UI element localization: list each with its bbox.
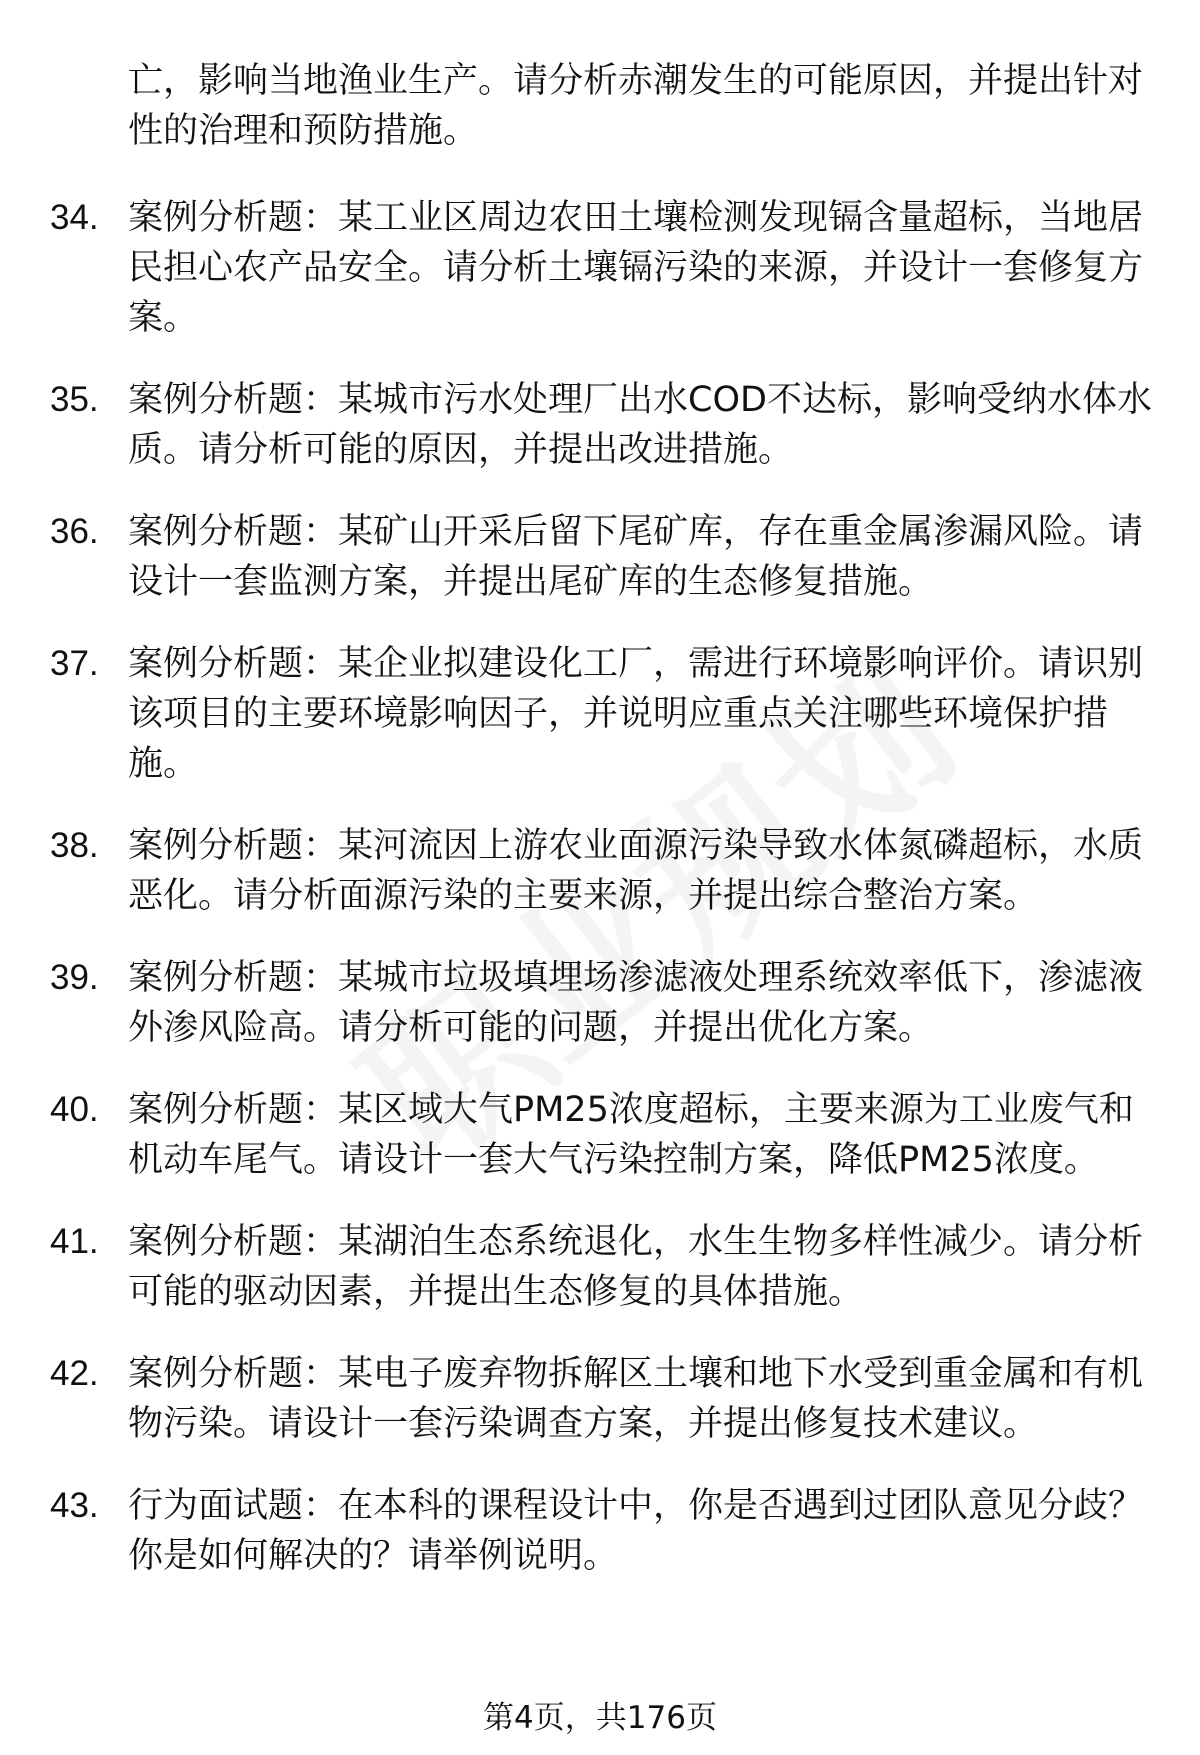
question-text: 案例分析题：某电子废弃物拆解区土壤和地下水受到重金属和有机物污染。请设计一套污染调查方案，并提出修复技术建议。 [128,1354,1144,1444]
question-item [0,507,1200,607]
continued-question-text: 亡，影响当地渔业生产。请分析赤潮发生的可能原因，并提出针对性的治理和预防措施。 [128,61,1144,151]
question-number: 42. [50,1354,99,1393]
question-number: 43. [50,1486,99,1525]
question-item [0,639,1200,789]
question-item [0,375,1200,475]
question-number: 34. [50,198,99,237]
question-text: 案例分析题：某工业区周边农田土壤检测发现镉含量超标，当地居民担心农产品安全。请分析土壤镉污染的来源，并设计一套修复方案。 [128,198,1144,338]
question-number: 38. [50,826,99,865]
question-list [0,193,1200,1613]
question-text: 案例分析题：某区域大气PM25浓度超标，主要来源为工业废气和机动车尾气。请设计一套大气污染控制方案，降低PM25浓度。 [128,1090,1134,1180]
question-number: 39. [50,958,99,997]
question-text: 案例分析题：某城市垃圾填埋场渗滤液处理系统效率低下，渗滤液外渗风险高。请分析可能的问题，并提出优化方案。 [128,958,1144,1048]
question-item [0,821,1200,921]
question-text: 案例分析题：某矿山开采后留下尾矿库，存在重金属渗漏风险。请设计一套监测方案，并提出尾矿库的生态修复措施。 [128,512,1144,602]
question-text: 案例分析题：某城市污水处理厂出水COD不达标，影响受纳水体水质。请分析可能的原因，并提出改进措施。 [128,380,1152,470]
question-number: 40. [50,1090,99,1129]
question-item [0,953,1200,1053]
question-number: 41. [50,1222,99,1261]
question-text: 行为面试题：在本科的课程设计中，你是否遇到过团队意见分歧？你是如何解决的？请举例说明。 [128,1486,1144,1576]
page-footer: 第4页，共176页 [483,1700,717,1736]
question-number: 35. [50,380,99,419]
question-text: 案例分析题：某湖泊生态系统退化，水生生物多样性减少。请分析可能的驱动因素，并提出生态修复的具体措施。 [128,1222,1144,1312]
question-item [0,1085,1200,1185]
question-item [0,193,1200,343]
question-item [0,1217,1200,1317]
question-text: 案例分析题：某河流因上游农业面源污染导致水体氮磷超标，水质恶化。请分析面源污染的主要来源，并提出综合整治方案。 [128,826,1144,916]
question-number: 37. [50,644,99,683]
question-number: 36. [50,512,99,551]
question-text: 案例分析题：某企业拟建设化工厂，需进行环境影响评价。请识别该项目的主要环境影响因子，并说明应重点关注哪些环境保护措施。 [128,644,1144,784]
question-item [0,1349,1200,1449]
question-item [0,1481,1200,1581]
